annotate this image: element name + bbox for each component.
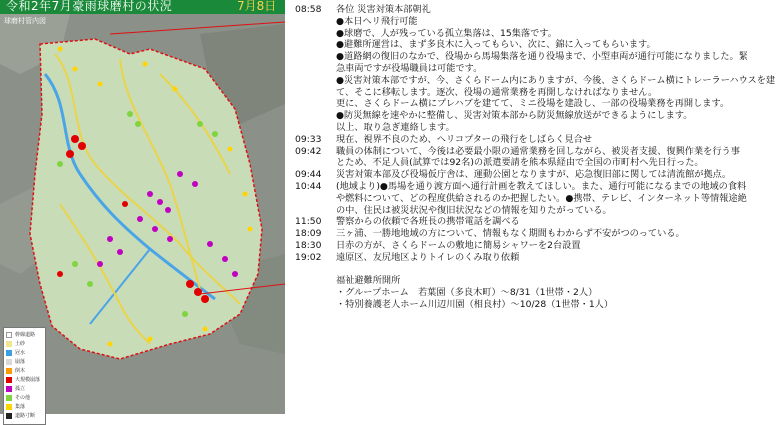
- log-text: ・特別養護老人ホーム川辺川園（相良村）～10/28（1世帯・1人）: [336, 299, 614, 310]
- log-text: 職員の体制について、今後は必要最小限の通常業務を回しながら、被災者支援、復興作業を行う事: [336, 145, 740, 157]
- legend-item: 倒木: [6, 366, 43, 375]
- log-text: 更に、さくらドーム横にプレハブを建てて、ミニ役場を建設し、一部の役場業務を再開します。: [336, 98, 730, 110]
- log-text: 警察からの依頼で各班長の携帯電話を調べる: [336, 216, 520, 228]
- log-time: 08:58: [295, 4, 322, 15]
- legend-item: 冠水: [6, 348, 43, 357]
- log-text: ●球磨で、人が残っている孤立集落は、15集落です。: [336, 27, 557, 39]
- legend-item: 道路寸断: [6, 411, 43, 420]
- log-time: 09:42: [295, 145, 322, 157]
- log-text: 福祉避難所開所: [336, 275, 401, 287]
- log-time: 11:50: [295, 216, 322, 228]
- log-text: ●防災無線を速やかに整備し、災害対策本部から防災無線放送ができるようにします。: [336, 110, 693, 122]
- village-map[interactable]: [0, 14, 285, 419]
- log-time: 18:09: [295, 228, 322, 240]
- log-text: 急車両ですが役場職員は可能です。: [336, 63, 483, 74]
- log-time: 18:30: [295, 240, 322, 251]
- log-text: 日赤の方が、さくらドームの敷地に簡易シャワーを2台設置: [336, 240, 581, 251]
- legend-item: 崩落: [6, 357, 43, 366]
- log-text: 遠原区、友尻地区よりトイレのくみ取り依頼: [336, 251, 520, 263]
- page-title: 令和2年7月豪雨球磨村の状況: [6, 0, 173, 13]
- log-time: 10:44: [295, 181, 322, 192]
- legend-item: その他: [6, 393, 43, 402]
- legend-item: 土砂: [6, 339, 43, 348]
- log-text: ●避難所運営は、まず多良木に入ってもらい、次に、錦に入ってもらいます。: [336, 39, 656, 51]
- log-text: 現在、視界不良のため、ヘリコプターの飛行をしばらく見合せ: [336, 133, 593, 145]
- log-text: や燃料について、どの程度供給されるのか把握したい。●携帯、テレビ、インターネット等情報途絶: [336, 192, 747, 204]
- log-text: 各位 災害対策本部朝礼: [336, 4, 431, 15]
- title-bar: [0, 0, 285, 14]
- legend-item: 幹線道路: [6, 330, 43, 339]
- log-text: とため、不足人員(試算では92名)の派遣要請を熊本県経由で全国の市町村へ先日行った。: [336, 157, 704, 169]
- legend-item: 集落: [6, 402, 43, 411]
- title-date: 7月8日: [237, 0, 277, 13]
- legend-item: 大規模崩落: [6, 375, 43, 384]
- log-text: 災害対策本部及び役場仮庁舎は、運動公園となりますが、応急復旧部に関しては清流館が拠点。: [336, 169, 732, 181]
- log-time: 09:44: [295, 169, 322, 181]
- log-text: ●本日ヘリ飛行可能: [336, 15, 418, 27]
- log-text: (地域より)●馬場を通り渡方面へ通行計画を教えてほしい。また、通行可能になるまでの地域の食料: [336, 181, 747, 192]
- log-text: ・グループホーム 若葉園（多良木町）～8/31（1世帯・2人）: [336, 287, 598, 299]
- log-text: ●道路網の復旧のなかで、役場から馬場集落を通り役場まで、小型車両が通行可能になりました。緊: [336, 51, 748, 63]
- log-text: て、そこに移転します。逐次、役場の通常業務を再開しなければなりません。: [336, 86, 658, 98]
- map-label: 球磨村管内図: [4, 17, 46, 25]
- log-text: の中、住民は被災状況や復旧状況などの情報を知りたがっている。: [336, 204, 612, 216]
- log-time: 09:33: [295, 133, 322, 145]
- log-text: 三ヶ浦、一勝地地域の方について、情報もなく期間もわからず不安がつのっている。: [336, 228, 685, 240]
- log-text: ●災害対策本部ですが、今、さくらドーム内にありますが、今後、さくらドーム横にトレーラーハウスを建: [336, 74, 776, 86]
- log-panel: [295, 0, 782, 414]
- log-text: 以上、取り急ぎ連絡します。: [336, 122, 455, 133]
- legend-item: 孤立: [6, 384, 43, 393]
- map-legend: [3, 327, 46, 425]
- log-time: 19:02: [295, 251, 322, 263]
